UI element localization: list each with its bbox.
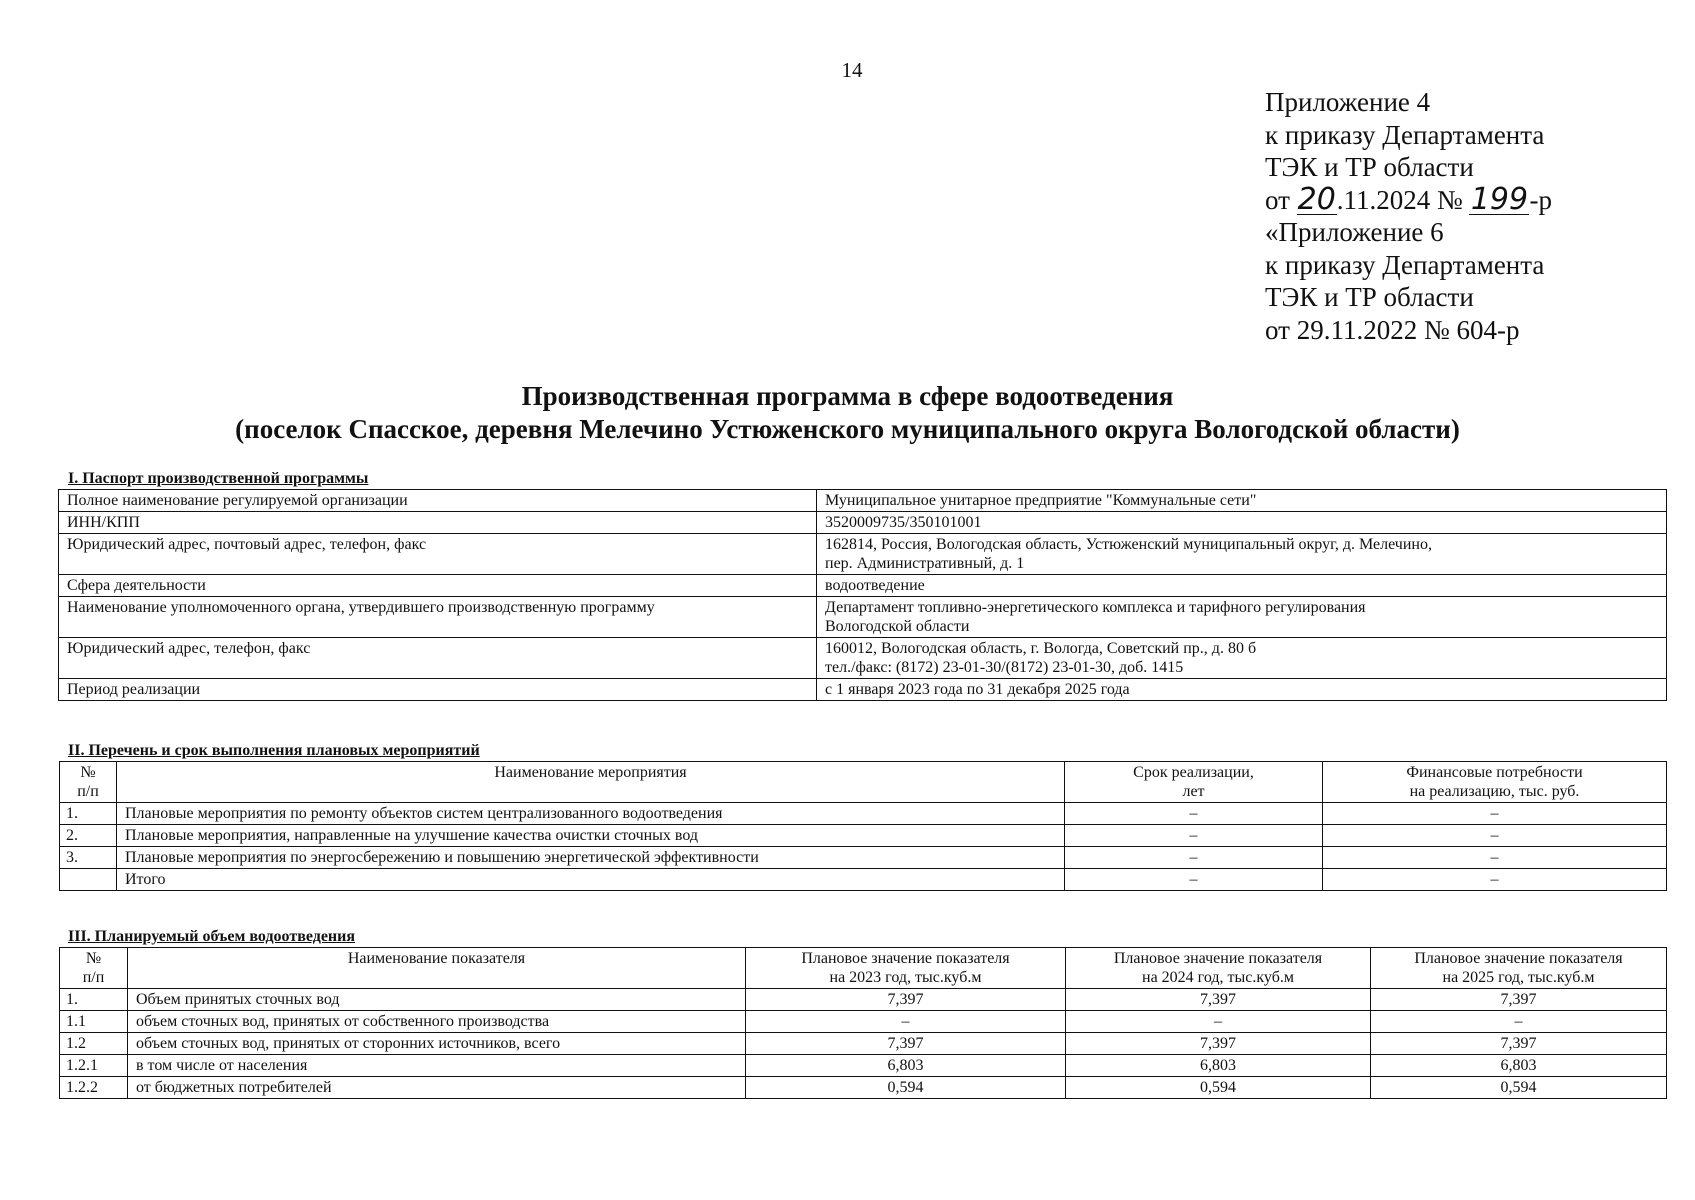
row-indicator: в том числе от населения (128, 1055, 746, 1077)
value-2025: 7,397 (1371, 1033, 1667, 1055)
value-2024: 7,397 (1066, 989, 1371, 1011)
row-value-line: 162814, Россия, Вологодская область, Устюженский муниципальный округ, д. Мелечино, (825, 536, 1432, 553)
appendix-block (1265, 86, 1552, 346)
row-value-line: 160012, Вологодская область, г. Вологда, Советский пр., д. 80 б (825, 640, 1257, 657)
value-2025: 7,397 (1371, 989, 1667, 1011)
row-value-line: Вологодской области (825, 618, 970, 635)
row-term: – (1065, 825, 1323, 847)
row-name: Плановые мероприятия, направленные на улучшение качества очистки сточных вод (117, 825, 1065, 847)
row-number: 1. (60, 989, 128, 1011)
appendix-order-line (1265, 181, 1552, 217)
row-name: Плановые мероприятия по ремонту объектов систем централизованного водоотведения (117, 803, 1065, 825)
header-num: № п/п (60, 948, 128, 989)
order-suffix: -р (1529, 184, 1552, 215)
page-number: 14 (841, 58, 863, 82)
row-value-line: 3520009735/350101001 (825, 514, 982, 531)
row-finance: – (1323, 803, 1667, 825)
table-row (59, 512, 1667, 534)
row-value (817, 490, 1667, 512)
table-row (60, 1055, 1667, 1077)
table-row (59, 575, 1667, 597)
value-2023: 7,397 (746, 989, 1066, 1011)
header-term: Срок реализации, лет (1065, 762, 1323, 803)
section-2-title: II. Перечень и срок выполнения плановых мероприятий (68, 742, 480, 759)
row-label: Юридический адрес, телефон, факс (59, 638, 817, 679)
appendix-line: ТЭК и ТР области (1265, 152, 1474, 182)
row-label: Сфера деятельности (59, 575, 817, 597)
title-line-1: Производственная программа в сфере водоотведения (521, 381, 1174, 411)
order-date-middle: .11.2024 № (1336, 184, 1463, 215)
table-row (59, 597, 1667, 638)
row-indicator: от бюджетных потребителей (128, 1077, 746, 1099)
row-name: Плановые мероприятия по энергосбережению и повышению энергетической эффективности (117, 847, 1065, 869)
table-row (60, 847, 1667, 869)
header-finance: Финансовые потребности на реализацию, тыс. руб. (1323, 762, 1667, 803)
value-2023: 6,803 (746, 1055, 1066, 1077)
row-value (817, 597, 1667, 638)
table-row (59, 679, 1667, 701)
handwritten-day: 20 (1297, 181, 1336, 217)
row-value (817, 638, 1667, 679)
row-label: Наименование уполномоченного органа, утвердившего производственную программу (59, 597, 817, 638)
header-2023: Плановое значение показателя на 2023 год, тыс.куб.м (746, 948, 1066, 989)
value-2024: 0,594 (1066, 1077, 1371, 1099)
section-1-title: I. Паспорт производственной программы (68, 470, 369, 487)
value-2024: 6,803 (1066, 1055, 1371, 1077)
table-row (60, 869, 1667, 891)
table-row (59, 490, 1667, 512)
measures-table (59, 761, 1667, 891)
row-label: Юридический адрес, почтовый адрес, телефон, факс (59, 534, 817, 575)
table-row (59, 534, 1667, 575)
row-finance: – (1323, 869, 1667, 891)
table-header-row (60, 762, 1667, 803)
row-value (817, 512, 1667, 534)
row-indicator: объем сточных вод, принятых от собственного производства (128, 1011, 746, 1033)
row-number (60, 869, 117, 891)
row-number: 3. (60, 847, 117, 869)
row-value-line: тел./факс: (8172) 23-01-30/(8172) 23-01-30, доб. 1415 (825, 659, 1184, 676)
order-date-prefix: от (1265, 184, 1290, 215)
row-indicator: Объем принятых сточных вод (128, 989, 746, 1011)
section-3-title: III. Планируемый объем водоотведения (68, 928, 356, 945)
row-number: 1.2 (60, 1033, 128, 1055)
row-value (817, 575, 1667, 597)
row-label: ИНН/КПП (59, 512, 817, 534)
table-row (60, 803, 1667, 825)
row-number: 2. (60, 825, 117, 847)
value-2023: – (746, 1011, 1066, 1033)
table-row (60, 989, 1667, 1011)
header-indicator: Наименование показателя (128, 948, 746, 989)
table-row (60, 825, 1667, 847)
handwritten-order-number: 199 (1470, 181, 1529, 217)
row-name: Итого (117, 869, 1065, 891)
appendix-line: ТЭК и ТР области (1265, 282, 1474, 312)
document-title (0, 380, 1695, 446)
row-value (817, 534, 1667, 575)
row-value-line: с 1 января 2023 года по 31 декабря 2025 года (825, 681, 1130, 698)
row-label: Полное наименование регулируемой организации (59, 490, 817, 512)
title-line-2: (поселок Спасское, деревня Мелечино Устюженского муниципального округа Вологодской области) (235, 414, 1460, 444)
passport-table (58, 489, 1667, 701)
appendix-line: от 29.11.2022 № 604-р (1265, 314, 1520, 345)
row-value-line: Департамент топливно-энергетического комплекса и тарифного регулирования (825, 599, 1366, 616)
header-2025: Плановое значение показателя на 2025 год, тыс.куб.м (1371, 948, 1667, 989)
header-num: № п/п (60, 762, 117, 803)
row-number: 1.2.2 (60, 1077, 128, 1099)
row-label: Период реализации (59, 679, 817, 701)
appendix-line: Приложение 4 (1265, 87, 1431, 117)
value-2025: 0,594 (1371, 1077, 1667, 1099)
row-finance: – (1323, 825, 1667, 847)
row-value-line: водоотведение (825, 577, 925, 594)
row-number: 1.1 (60, 1011, 128, 1033)
table-row (60, 1011, 1667, 1033)
row-term: – (1065, 847, 1323, 869)
value-2025: – (1371, 1011, 1667, 1033)
row-number: 1.2.1 (60, 1055, 128, 1077)
table-header-row (60, 948, 1667, 989)
row-value (817, 679, 1667, 701)
header-2024: Плановое значение показателя на 2024 год, тыс.куб.м (1066, 948, 1371, 989)
table-row (59, 638, 1667, 679)
value-2023: 7,397 (746, 1033, 1066, 1055)
appendix-line: к приказу Департамента (1265, 249, 1545, 280)
row-number: 1. (60, 803, 117, 825)
value-2024: 7,397 (1066, 1033, 1371, 1055)
table-row (60, 1077, 1667, 1099)
row-term: – (1065, 869, 1323, 891)
appendix-line: к приказу Департамента (1265, 119, 1545, 150)
table-row (60, 1033, 1667, 1055)
row-term: – (1065, 803, 1323, 825)
value-2023: 0,594 (746, 1077, 1066, 1099)
value-2024: – (1066, 1011, 1371, 1033)
appendix-line: «Приложение 6 (1265, 217, 1444, 247)
row-value-line: пер. Административный, д. 1 (825, 555, 1025, 572)
row-finance: – (1323, 847, 1667, 869)
value-2025: 6,803 (1371, 1055, 1667, 1077)
volume-table (59, 947, 1667, 1099)
row-indicator: объем сточных вод, принятых от сторонних источников, всего (128, 1033, 746, 1055)
header-name: Наименование мероприятия (117, 762, 1065, 803)
row-value-line: Муниципальное унитарное предприятие "Коммунальные сети" (825, 492, 1257, 509)
